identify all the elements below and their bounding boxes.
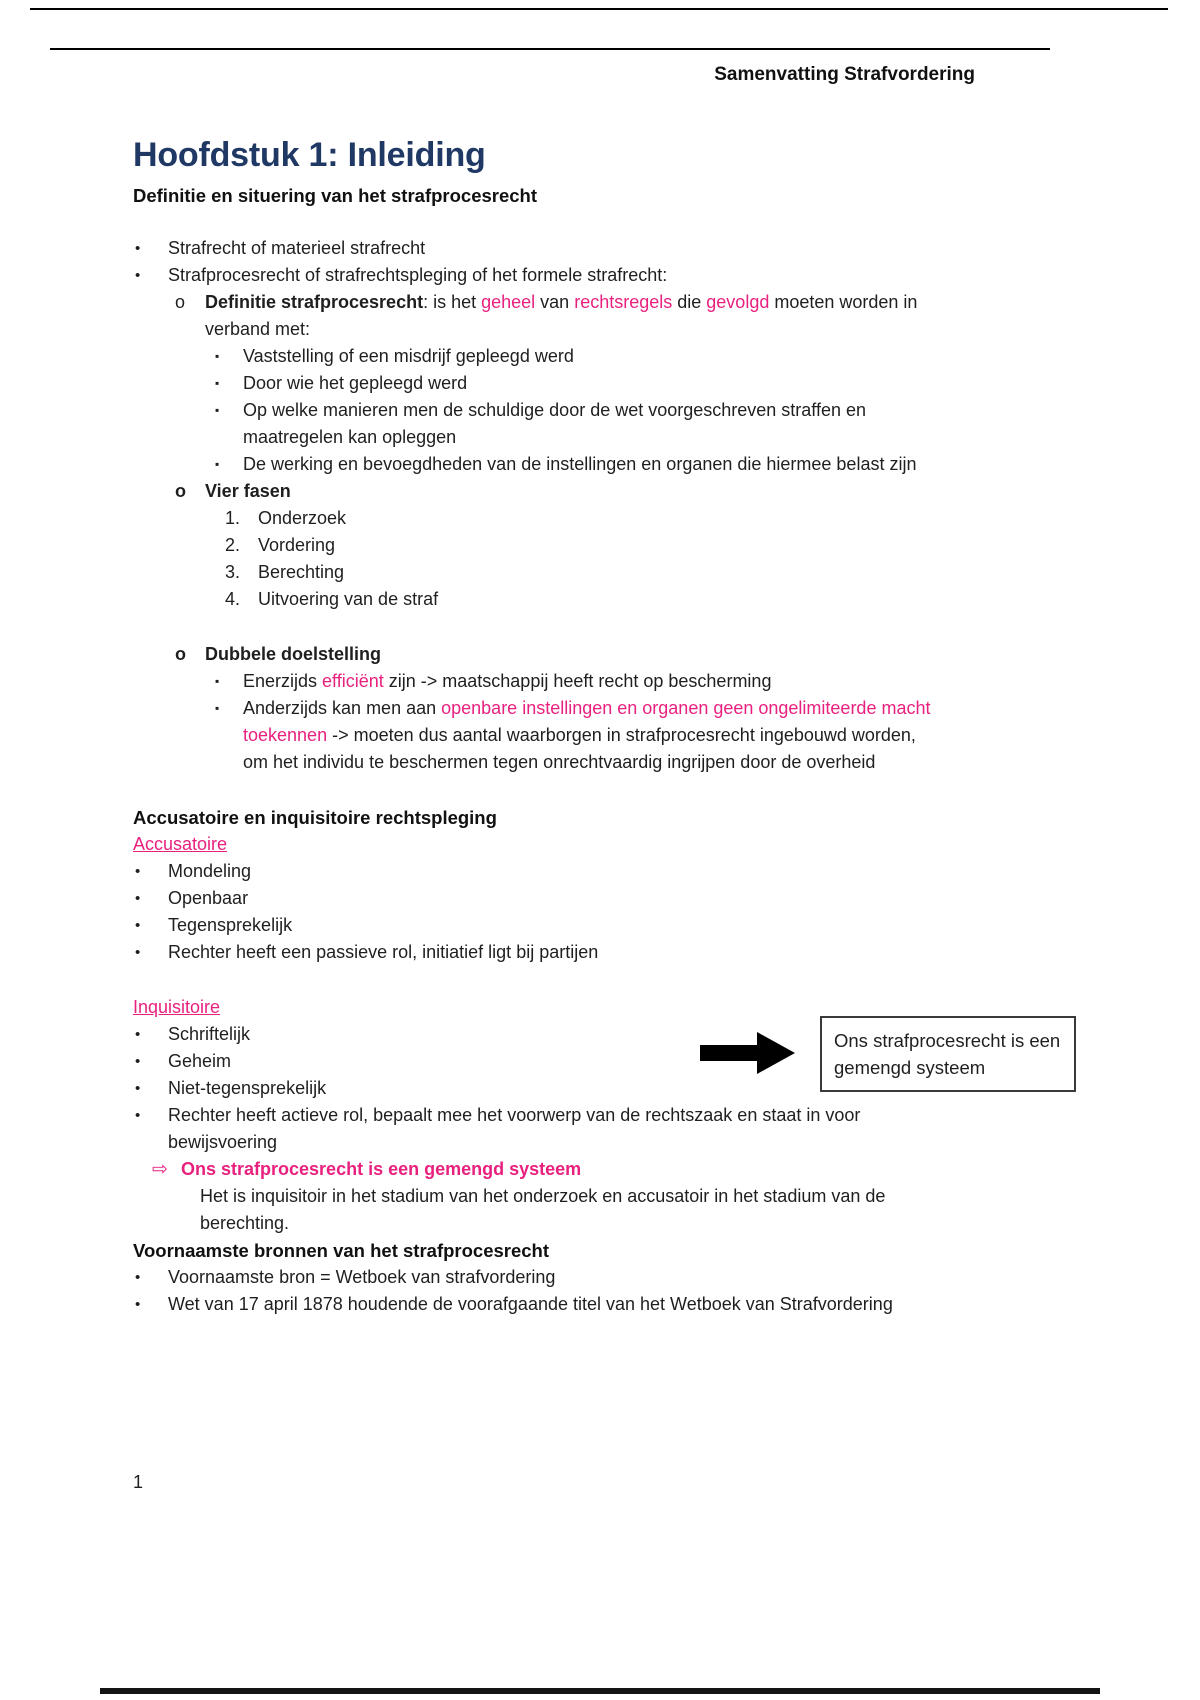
bullet-icon: •: [135, 863, 141, 880]
list-item-dubbele-doelstelling: [133, 641, 1067, 668]
arrow-bullet-icon: ⇨: [152, 1159, 168, 1180]
number-marker: 4.: [225, 589, 241, 609]
list-item: [133, 262, 1067, 289]
bullet-icon: •: [135, 1269, 141, 1286]
section-heading-bronnen: Voornaamste bronnen van het strafprocesrecht: [133, 1240, 550, 1261]
list-item-text: Schriftelijk: [168, 1024, 251, 1044]
list-item-text: Strafprocesrecht of strafrechtspleging of het formele strafrecht:: [168, 265, 668, 285]
text-part: -> moeten dus aantal waarborgen in strafprocesrecht ingebouwd worden, om het individu te beschermen tegen onrechtvaardig ingrijpen door de overheid: [243, 725, 916, 772]
page-number: 1: [133, 1472, 144, 1492]
square-bullet-icon: ▪: [215, 403, 220, 417]
square-bullet-icon: ▪: [215, 349, 220, 363]
definitie-part: van: [535, 292, 575, 312]
highlight-text: efficiënt: [322, 671, 384, 691]
definitie-term: Definitie strafprocesrecht: [205, 292, 424, 312]
list-item-text: [243, 695, 933, 776]
list-item: [133, 858, 1067, 885]
chapter-title: Hoofdstuk 1: Inleiding: [133, 136, 486, 174]
numbered-item: [133, 559, 1067, 586]
list-item-text: Vaststelling of een misdrijf gepleegd werd: [243, 346, 574, 366]
list-item-text: Geheim: [168, 1051, 232, 1071]
list-item: [133, 1264, 1067, 1291]
right-arrow-icon: [700, 1032, 795, 1074]
numbered-item-text: Uitvoering van de straf: [258, 589, 439, 609]
callout-text: Ons strafprocesrecht is een gemengd systeem: [834, 1030, 1061, 1078]
bullet-icon: •: [135, 944, 141, 961]
circle-bullet-icon: o: [175, 644, 186, 664]
bullet-icon: •: [135, 917, 141, 934]
number-marker: 1.: [225, 508, 241, 528]
list-item-text: Tegensprekelijk: [168, 915, 293, 935]
list-item-text: Openbaar: [168, 888, 249, 908]
callout-box: [820, 1016, 1076, 1092]
list-item: [133, 1102, 1067, 1156]
list-item: [133, 668, 1067, 695]
running-header: Samenvatting Strafvordering: [714, 64, 975, 85]
list-item-text: Op welke manieren men de schuldige door de wet voorgeschreven straffen en maatregelen kan opleggen: [243, 400, 867, 447]
bullet-icon: •: [135, 1107, 141, 1124]
list-item-text: Strafrecht of materieel strafrecht: [168, 238, 426, 258]
bottom-border-line: [100, 1688, 1100, 1694]
circle-bullet-icon: o: [175, 292, 186, 312]
conclusion-text: Ons strafprocesrecht is een gemengd systeem: [181, 1159, 582, 1179]
conclusion-line: [133, 1156, 1067, 1183]
definitie-part: : is het: [423, 292, 482, 312]
list-item: [133, 235, 1067, 262]
bullet-icon: •: [135, 1026, 141, 1043]
bullet-icon: •: [135, 1053, 141, 1070]
numbered-item: [133, 532, 1067, 559]
list-item-text: Niet-tegensprekelijk: [168, 1078, 327, 1098]
numbered-item: [133, 586, 1067, 613]
header-rule: [50, 48, 1050, 50]
text-part: Anderzijds kan men aan: [243, 698, 442, 718]
list-item-text: Rechter heeft een passieve rol, initiatief ligt bij partijen: [168, 942, 599, 962]
square-bullet-icon: ▪: [215, 457, 220, 471]
square-bullet-icon: ▪: [215, 701, 220, 715]
list-item: [133, 343, 1067, 370]
intro-list: [133, 235, 1067, 776]
number-marker: 2.: [225, 535, 241, 555]
bullet-icon: •: [135, 240, 141, 257]
number-marker: 3.: [225, 562, 241, 582]
list-item: [133, 1291, 1067, 1318]
square-bullet-icon: ▪: [215, 376, 220, 390]
definitie-part: die: [672, 292, 707, 312]
list-item: [133, 397, 1067, 451]
list-item-text: Door wie het gepleegd werd: [243, 373, 468, 393]
list-item-definitie: [133, 289, 1067, 343]
numbered-item-text: Vordering: [258, 535, 336, 555]
list-item: [133, 695, 1067, 776]
bullet-icon: •: [135, 1080, 141, 1097]
numbered-item-text: Berechting: [258, 562, 345, 582]
dubbele-label: Dubbele doelstelling: [205, 644, 382, 664]
list-item-text: Mondeling: [168, 861, 252, 881]
highlight-text: openbare instellingen en organen geen ongelimiteerde macht toekennen: [243, 698, 931, 745]
highlight-text: geheel: [481, 292, 536, 312]
list-item-text: Wet van 17 april 1878 houdende de voorafgaande titel van het Wetboek van Strafvordering: [168, 1294, 893, 1314]
highlight-text: gevolgd: [706, 292, 770, 312]
list-item: [133, 370, 1067, 397]
numbered-item-text: Onderzoek: [258, 508, 347, 528]
section-subtitle: Definitie en situering van het strafprocesrecht: [133, 185, 538, 206]
numbered-item: [133, 505, 1067, 532]
bullet-icon: •: [135, 267, 141, 284]
list-item: [133, 885, 1067, 912]
vier-fasen-label: Vier fasen: [205, 481, 291, 501]
text-part: zijn -> maatschappij heeft recht op bescherming: [383, 671, 772, 691]
bullet-icon: •: [135, 890, 141, 907]
accusatoire-label: Accusatoire: [133, 834, 228, 854]
list-item-text: Rechter heeft actieve rol, bepaalt mee het voorwerp van de rechtszaak en staat in voor bewijsvoering: [168, 1105, 861, 1152]
bullet-icon: •: [135, 1296, 141, 1313]
conclusion-detail: Het is inquisitoir in het stadium van het onderzoek en accusatoir in het stadium van de berechting.: [200, 1186, 886, 1233]
list-item-text: Voornaamste bron = Wetboek van strafvordering: [168, 1267, 556, 1287]
list-item: [133, 912, 1067, 939]
list-item-text: De werking en bevoegdheden van de instellingen en organen die hiermee belast zijn: [243, 454, 917, 474]
list-item: [133, 451, 1067, 478]
inquisitoire-label: Inquisitoire: [133, 997, 221, 1017]
section-heading-rechtspleging: Accusatoire en inquisitoire rechtspleging: [133, 807, 497, 828]
list-item: [133, 939, 1067, 966]
circle-bullet-icon: o: [175, 481, 186, 501]
definitie-text: [205, 289, 925, 343]
highlight-text: rechtsregels: [574, 292, 673, 312]
list-item-vier-fasen: [133, 478, 1067, 505]
top-border-line: [30, 8, 1168, 10]
square-bullet-icon: ▪: [215, 674, 220, 688]
list-item-text: [243, 668, 771, 695]
definitie-part: moeten worden in verband met:: [205, 292, 918, 339]
text-part: Enerzijds: [243, 671, 323, 691]
